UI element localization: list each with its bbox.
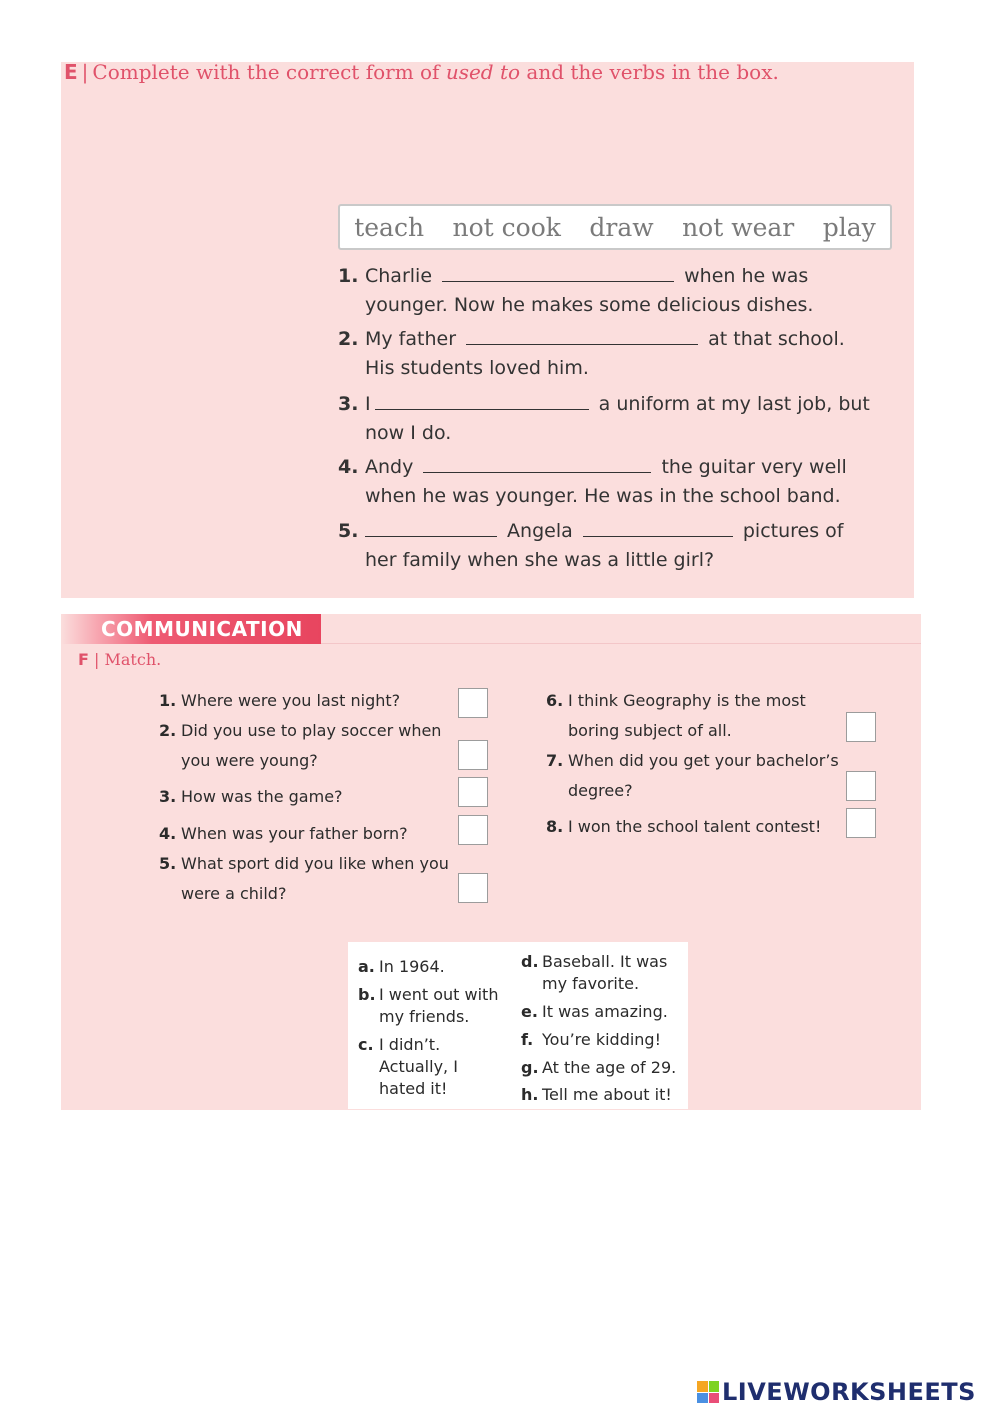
match-question: 8. I won the school talent contest!	[546, 817, 822, 836]
match-question: 7. When did you get your bachelor’s degree?	[546, 751, 839, 800]
word-box-item: not wear	[682, 212, 795, 242]
section-header: COMMUNICATION	[61, 614, 321, 644]
answer-option: h. Tell me about it!	[521, 1085, 672, 1104]
logo-icon	[697, 1381, 719, 1403]
word-box-item: play	[822, 212, 876, 242]
match-question: 2. Did you use to play soccer when you were young?	[159, 721, 442, 770]
answer-blank[interactable]	[375, 391, 589, 410]
answer-box-7[interactable]	[846, 771, 876, 801]
exercise-e-item: 2. My father at that school. His students loved him.	[338, 328, 845, 379]
word-box-item: draw	[589, 212, 654, 242]
answer-box-2[interactable]	[458, 740, 488, 770]
answer-option: a. In 1964.	[358, 957, 445, 976]
answer-box-6[interactable]	[846, 712, 876, 742]
match-question: 5. What sport did you like when you were a child?	[159, 854, 449, 903]
answer-blank[interactable]	[365, 518, 497, 537]
answer-box-8[interactable]	[846, 808, 876, 838]
answer-box-4[interactable]	[458, 815, 488, 845]
liveworksheets-logo	[697, 1378, 976, 1406]
answer-box-3[interactable]	[458, 777, 488, 807]
word-box	[338, 204, 892, 250]
answer-box-1[interactable]	[458, 688, 488, 718]
match-question: 1. Where were you last night?	[159, 691, 401, 710]
exercise-e-item: 5. Angela pictures of her family when she was a little girl?	[338, 520, 844, 571]
answer-box-5[interactable]	[458, 873, 488, 903]
exercise-letter: E	[64, 60, 78, 84]
word-box-item: teach	[354, 212, 425, 242]
answer-option: b. I went out with my friends.	[358, 985, 499, 1026]
exercise-e-item: 1. Charlie when he was younger. Now he makes some delicious dishes.	[338, 265, 814, 316]
answer-option: e. It was amazing.	[521, 1002, 668, 1021]
word-box-item: not cook	[452, 212, 561, 242]
answer-option: f. You’re kidding!	[521, 1030, 661, 1049]
exercise-f-instruction: F | Match.	[78, 650, 162, 669]
exercise-e-item: 3. I a uniform at my last job, but now I do.	[338, 393, 870, 444]
exercise-e-item: 4. Andy the guitar very well when he was younger. He was in the school band.	[338, 456, 847, 507]
answer-blank[interactable]	[466, 326, 698, 345]
divider	[321, 643, 921, 644]
answer-option: c. I didn’t. Actually, I hated it!	[358, 1035, 458, 1098]
brand-name: LIVEWORKSHEETS	[722, 1378, 976, 1406]
exercise-e-instruction: E | Complete with the correct form of used to and the verbs in the box.	[64, 60, 779, 84]
answer-blank[interactable]	[423, 454, 651, 473]
answer-option: d. Baseball. It was my favorite.	[521, 952, 668, 993]
answer-blank[interactable]	[583, 518, 733, 537]
answer-blank[interactable]	[442, 263, 674, 282]
match-question: 4. When was your father born?	[159, 824, 408, 843]
match-question: 6. I think Geography is the most boring subject of all.	[546, 691, 806, 740]
answer-option: g. At the age of 29.	[521, 1058, 677, 1077]
match-question: 3. How was the game?	[159, 787, 343, 806]
